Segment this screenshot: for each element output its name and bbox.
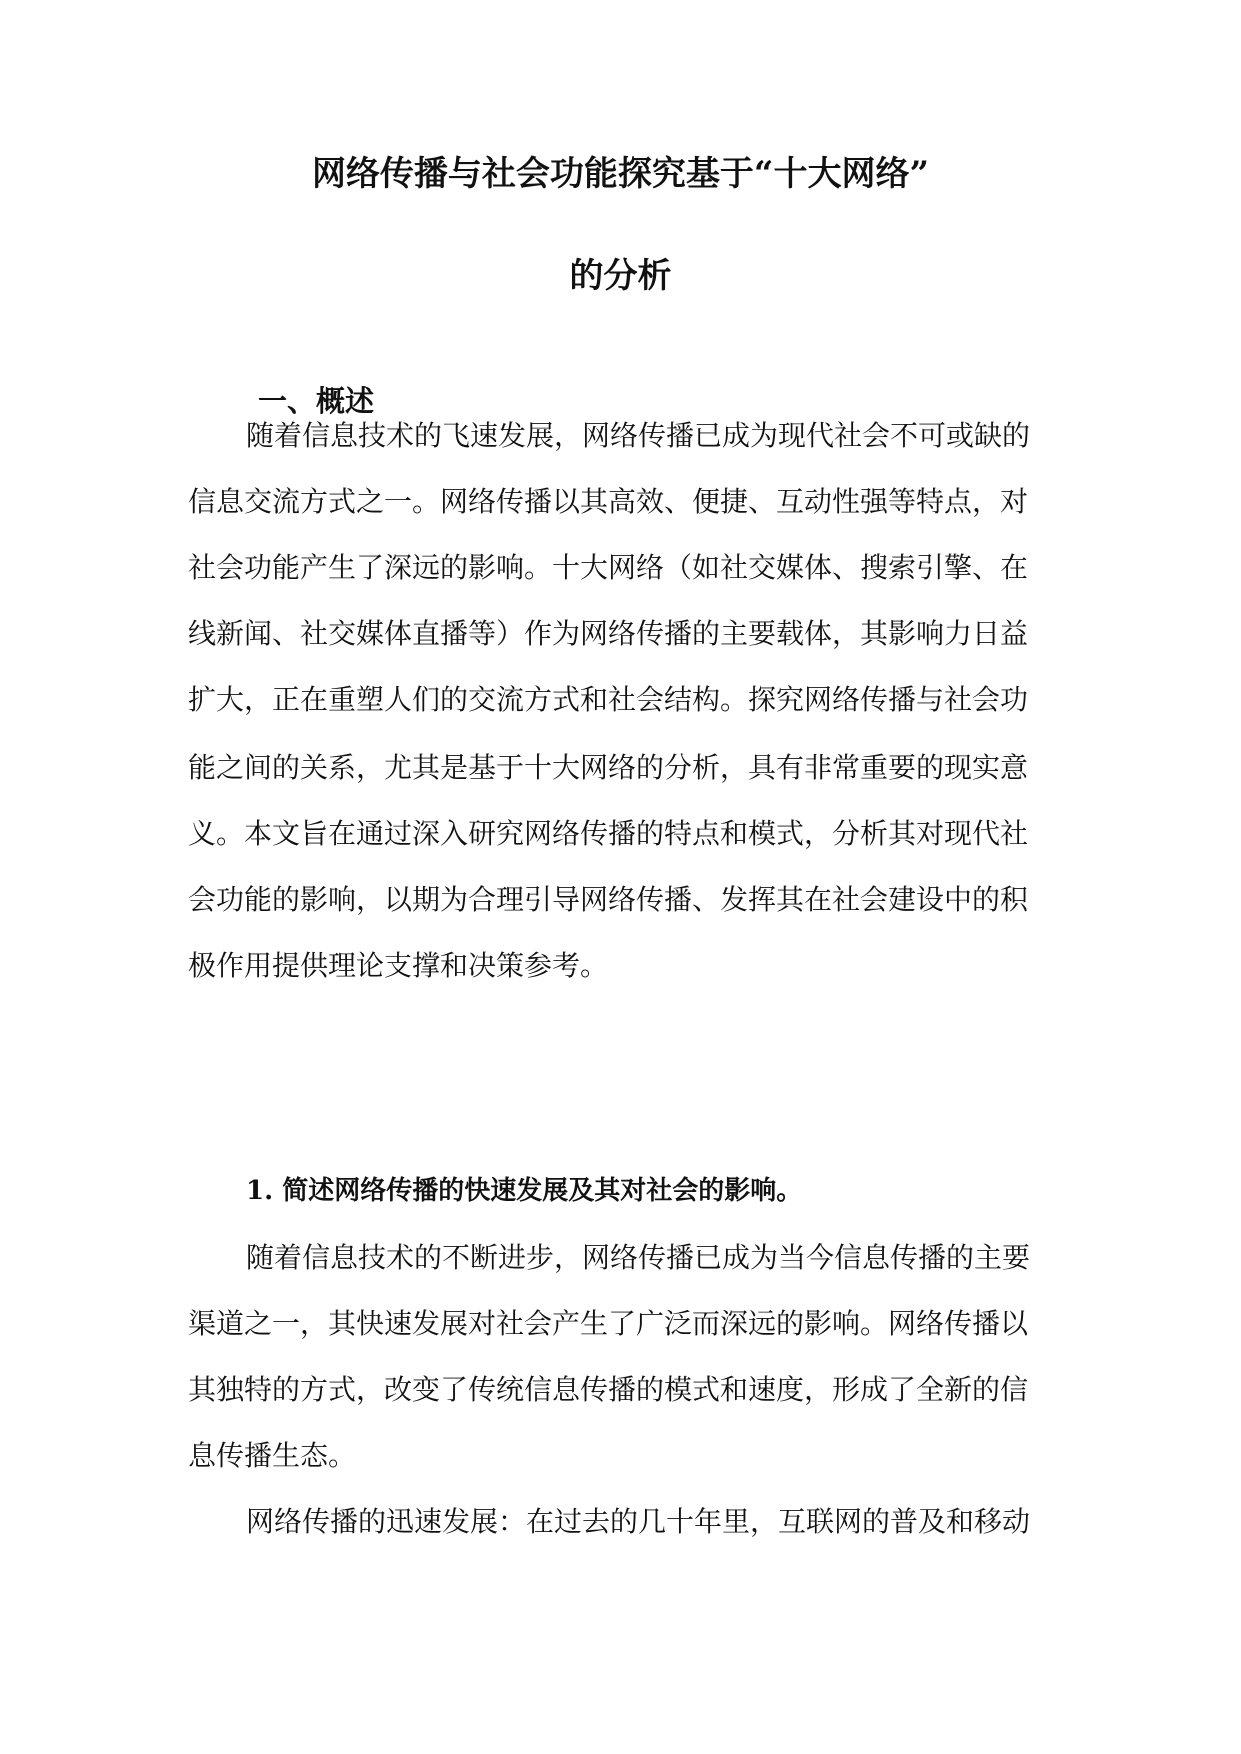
paragraph-line: 社会功能产生了深远的影响。十大网络（如社交媒体、搜索引擎、在 (188, 551, 1029, 584)
document-title-line-2: 的分析 (569, 256, 672, 296)
paragraph-line: 其独特的方式，改变了传统信息传播的模式和速度，形成了全新的信 (188, 1373, 1029, 1406)
paragraph-line: 息传播生态。 (188, 1439, 357, 1472)
section-heading-overview: 一、概述 (258, 384, 375, 418)
subsection-heading-1: 1. 简述网络传播的快速发展及其对社会的影响。 (246, 1176, 803, 1206)
paragraph-line: 扩大，正在重塑人们的交流方式和社会结构。探究网络传播与社会功 (188, 683, 1029, 716)
paragraph-line: 能之间的关系，尤其是基于十大网络的分析，具有非常重要的现实意 (188, 751, 1029, 784)
paragraph-line: 渠道之一，其快速发展对社会产生了广泛而深远的影响。网络传播以 (188, 1307, 1029, 1340)
paragraph-line: 网络传播的迅速发展：在过去的几十年里，互联网的普及和移动 (246, 1505, 1031, 1538)
paragraph-line: 极作用提供理论支撑和决策参考。 (188, 949, 609, 982)
paragraph-line: 信息交流方式之一。网络传播以其高效、便捷、互动性强等特点，对 (188, 485, 1029, 518)
document-title-line-1: 网络传播与社会功能探究基于“十大网络” (311, 154, 930, 194)
paragraph-line: 随着信息技术的不断进步，网络传播已成为当今信息传播的主要 (246, 1241, 1031, 1274)
paragraph-line: 义。本文旨在通过深入研究网络传播的特点和模式，分析其对现代社 (188, 817, 1029, 850)
paragraph-line: 线新闻、社交媒体直播等）作为网络传播的主要载体，其影响力日益 (188, 617, 1029, 650)
paragraph-line: 随着信息技术的飞速发展，网络传播已成为现代社会不可或缺的 (246, 419, 1031, 452)
paragraph-line: 会功能的影响，以期为合理引导网络传播、发挥其在社会建设中的积 (188, 883, 1029, 916)
